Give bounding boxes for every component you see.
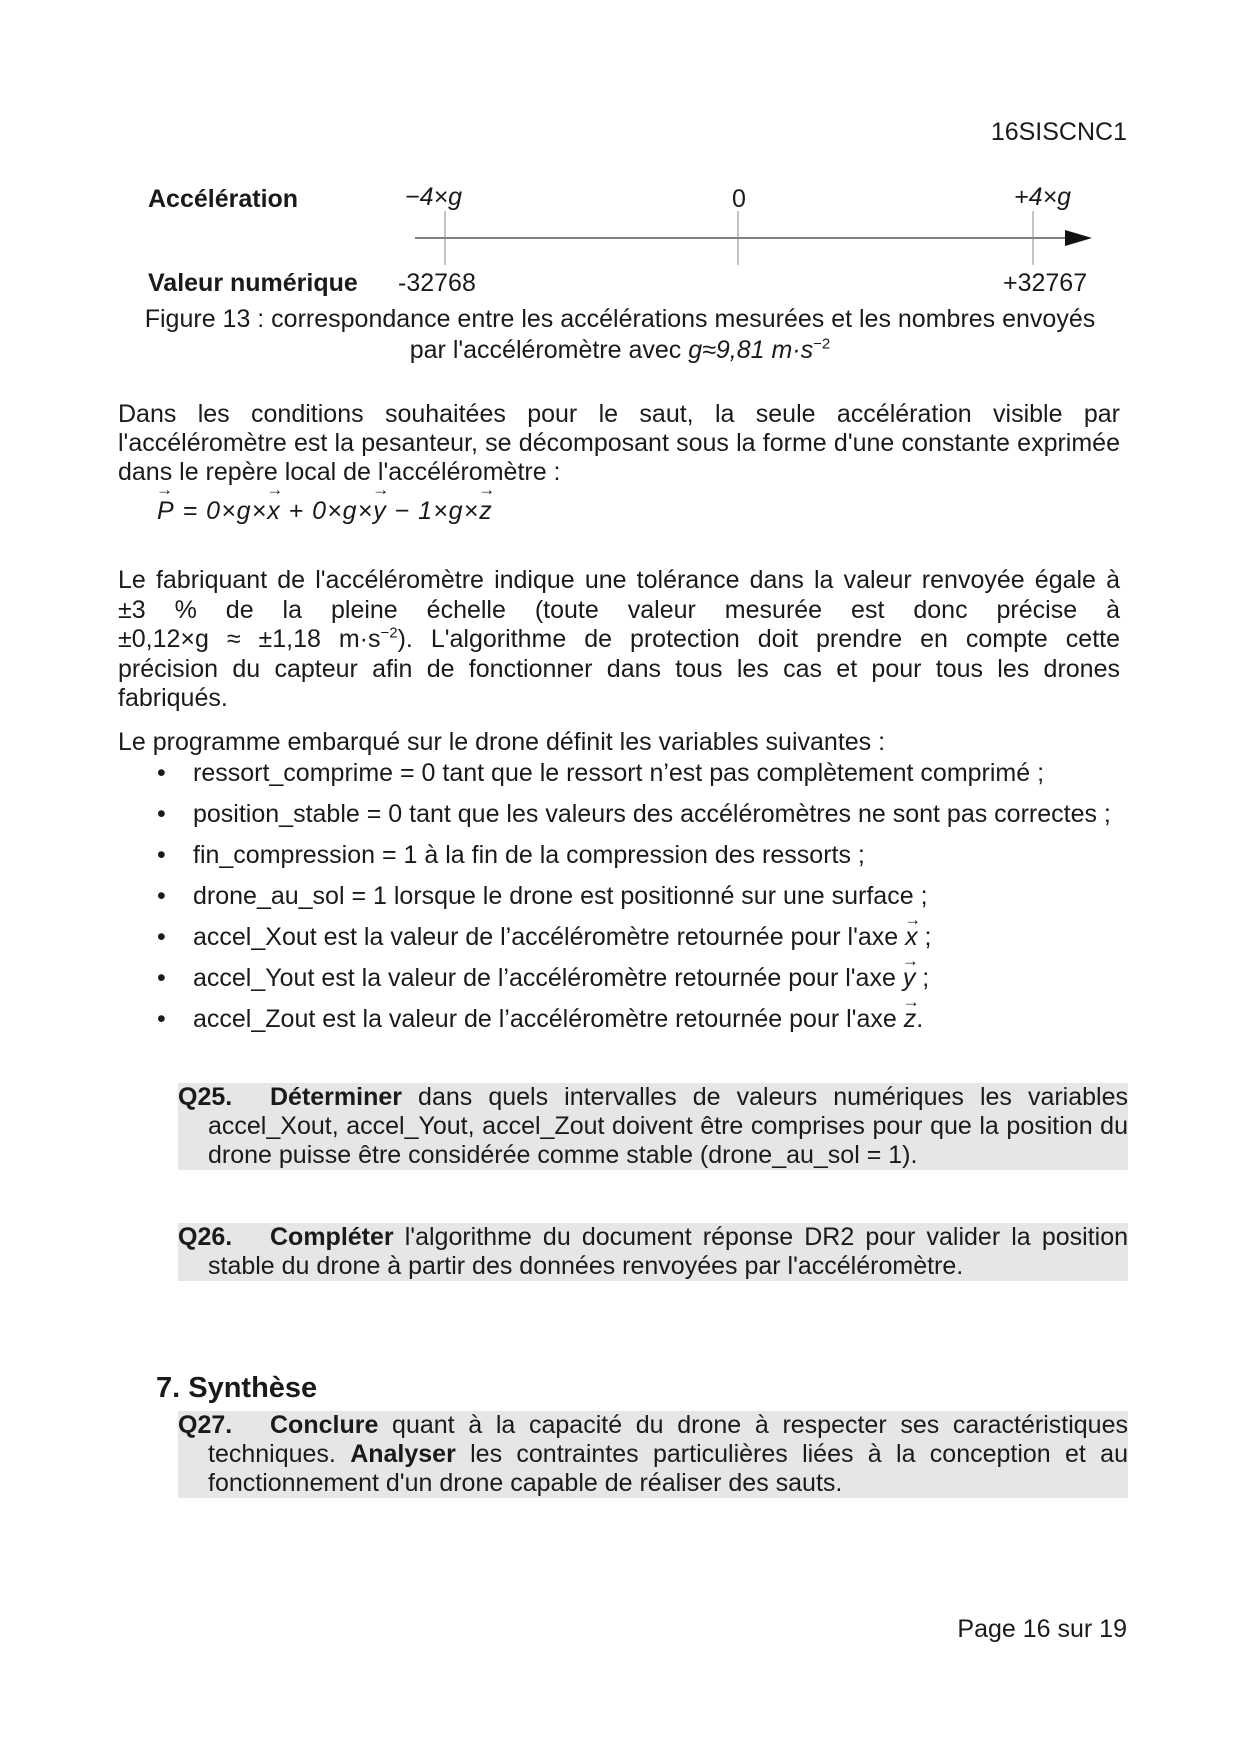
question-verb: Compléter — [270, 1223, 394, 1251]
question-line: accel_Xout, accel_Yout, accel_Zout doivent être comprises pour que la position du — [208, 1112, 1128, 1140]
paragraph-line: l'accéléromètre est la pesanteur, se décomposant sous la forme d'une constante exprimée — [118, 429, 1120, 457]
paragraph-variables-intro: Le programme embarqué sur le drone définit les variables suivantes : — [118, 728, 886, 756]
list-item-end: . — [916, 1005, 924, 1033]
paragraph-gravity — [118, 400, 1120, 487]
question-number: Q25. — [178, 1083, 233, 1111]
question-q27 — [178, 1411, 1128, 1498]
axis-arrowhead — [1065, 230, 1092, 246]
question-text: dans quels intervalles de valeurs numériques les variables — [402, 1083, 1128, 1111]
paragraph-tolerance — [118, 566, 1120, 714]
acceleration-axis — [400, 205, 1120, 275]
tolerance-value: ±0,12×g ≈ ±1,18 m·s — [118, 625, 381, 653]
section-title: 7. Synthèse — [156, 1372, 318, 1404]
list-item: • position_stable = 0 tant que les valeurs des accéléromètres ne sont pas correctes ; — [148, 799, 1128, 840]
figure-row-label-acceleration: Accélération — [148, 185, 299, 213]
vector-z: → z — [904, 1004, 917, 1034]
vector-y: → y — [903, 963, 916, 993]
question-verb: Conclure — [270, 1411, 379, 1439]
question-line: drone puisse être considérée comme stable (drone_au_sol = 1). — [208, 1141, 918, 1169]
question-number: Q26. — [178, 1223, 233, 1251]
list-item-text: accel_Yout est la valeur de l’accéléromètre retournée pour l'axe — [193, 964, 903, 992]
paragraph-line: Le fabriquant de l'accéléromètre indique une tolérance dans la valeur renvoyée égale à — [118, 566, 1120, 594]
question-line — [178, 1440, 1128, 1469]
list-item — [148, 963, 1128, 1004]
gravity-formula — [157, 497, 493, 526]
caption-text: par l'accéléromètre avec — [409, 336, 689, 364]
vector-P: → P — [157, 497, 175, 526]
vector-x: → x — [905, 922, 918, 952]
question-line — [178, 1223, 1128, 1252]
variables-list — [148, 758, 1128, 1045]
tick-label-min-accel: −4×g — [405, 183, 463, 211]
tolerance-text: ). L'algorithme de protection doit prendre en compte cette — [397, 625, 1120, 653]
question-text: quant à la capacité du drone à respecter ses caractéristiques — [378, 1411, 1128, 1439]
question-line: fonctionnement d'un drone capable de réaliser des sauts. — [208, 1469, 843, 1497]
question-line: stable du drone à partir des données renvoyées par l'accéléromètre. — [208, 1252, 964, 1280]
formula-part: + 0×g× — [280, 497, 374, 525]
paragraph-line: ±3 % de la pleine échelle (toute valeur mesurée est donc précise à — [118, 595, 1120, 624]
paragraph-line — [118, 625, 1120, 655]
question-text: techniques. — [208, 1440, 351, 1468]
figure-caption — [120, 304, 1120, 366]
question-verb: Analyser — [350, 1440, 456, 1468]
question-text: l'algorithme du document réponse DR2 pour valider la position — [393, 1223, 1128, 1251]
tolerance-exponent: −2 — [380, 624, 398, 642]
question-number: Q27. — [178, 1411, 233, 1439]
list-item — [148, 1004, 1128, 1045]
list-item-end: ; — [915, 964, 930, 992]
caption-exponent: −2 — [813, 335, 831, 353]
figure-row-label-numeric: Valeur numérique — [148, 269, 358, 297]
tick-label-zero: 0 — [732, 185, 746, 213]
numeric-max-value: +32767 — [1003, 269, 1088, 297]
figure-caption-line2 — [120, 335, 1120, 366]
figure-caption-line1: Figure 13 : correspondance entre les accélérations mesurées et les nombres envoyés — [144, 305, 1096, 333]
vector-x: → x — [267, 497, 281, 526]
list-item-text: accel_Xout est la valeur de l’accéléromètre retournée pour l'axe — [193, 923, 906, 951]
question-q25 — [178, 1083, 1128, 1170]
list-item-text: accel_Zout est la valeur de l’accéléromètre retournée pour l'axe — [193, 1005, 904, 1033]
question-verb: Déterminer — [270, 1083, 402, 1111]
list-item-end: ; — [917, 923, 932, 951]
list-item — [148, 922, 1128, 963]
caption-math: g≈9,81 m·s — [688, 336, 814, 364]
page-number: Page 16 sur 19 — [957, 1615, 1127, 1643]
formula-part: = 0×g× — [174, 497, 268, 525]
vector-y: → y — [373, 497, 387, 526]
question-line — [178, 1083, 1128, 1112]
list-item: • fin_compression = 1 à la fin de la compression des ressorts ; — [148, 840, 1128, 881]
vector-z: → z — [479, 497, 493, 526]
tick-label-max-accel: +4×g — [1014, 183, 1072, 211]
paragraph-line: fabriqués. — [118, 684, 228, 712]
paragraph-line: précision du capteur afin de fonctionner dans tous les cas et pour tous les drones — [118, 654, 1120, 683]
list-item: • drone_au_sol = 1 lorsque le drone est positionné sur une surface ; — [148, 881, 1128, 922]
paragraph-line: dans le repère local de l'accéléromètre : — [118, 458, 561, 486]
formula-part: − 1×g× — [386, 497, 480, 525]
paragraph-line: Dans les conditions souhaitées pour le saut, la seule accélération visible par — [118, 400, 1120, 428]
document-code: 16SISCNC1 — [990, 118, 1127, 146]
question-text: les contraintes particulières liées à la conception et au — [455, 1440, 1128, 1468]
list-item: • ressort_comprime = 0 tant que le ressort n’est pas complètement comprimé ; — [148, 758, 1128, 799]
numeric-min-value: -32768 — [398, 269, 476, 297]
question-q26 — [178, 1223, 1128, 1281]
question-line — [178, 1411, 1128, 1440]
